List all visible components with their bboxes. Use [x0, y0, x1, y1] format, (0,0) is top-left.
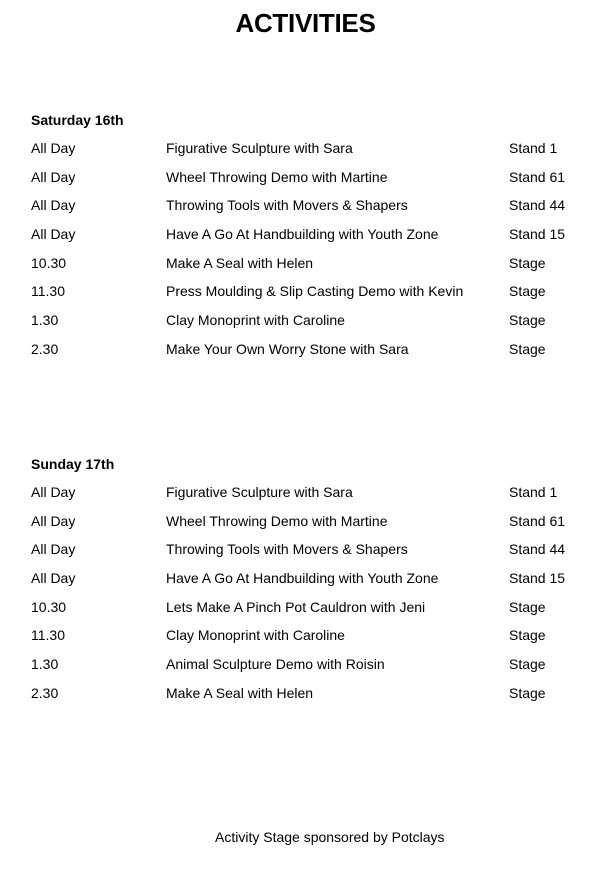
schedule-row: [31, 140, 591, 169]
schedule-row: [31, 484, 591, 513]
activity-time: All Day: [31, 226, 76, 243]
activity-time: 1.30: [31, 656, 59, 673]
activity-location: Stage: [509, 684, 546, 701]
activity-time: 1.30: [31, 312, 59, 329]
day-heading: Sunday 17th: [31, 456, 115, 472]
activity-location: Stand 61: [509, 168, 566, 185]
activity-title: Throwing Tools with Movers & Shapers: [166, 541, 408, 558]
activity-time: 10.30: [31, 254, 67, 271]
activity-location: Stage: [509, 627, 546, 644]
activity-location: Stage: [509, 598, 546, 615]
activity-location: Stand 1: [509, 484, 558, 500]
activity-title: Figurative Sculpture with Sara: [166, 140, 353, 156]
activity-title: Clay Monoprint with Caroline: [166, 312, 345, 329]
activity-location: Stand 44: [509, 541, 566, 558]
day-section-saturday: [31, 113, 591, 370]
schedule-row: [31, 169, 591, 198]
activity-title: Lets Make A Pinch Pot Cauldron with Jeni: [166, 598, 426, 615]
activity-title: Have A Go At Handbuilding with Youth Zone: [166, 570, 439, 587]
activity-time: All Day: [31, 140, 76, 156]
activity-location: Stand 15: [509, 570, 566, 587]
activity-time: All Day: [31, 168, 76, 185]
activity-time: All Day: [31, 512, 76, 529]
schedule-row: [31, 283, 591, 312]
schedule-row: [31, 685, 591, 714]
activity-title: Make Your Own Worry Stone with Sara: [166, 340, 409, 357]
page-title: ACTIVITIES: [235, 8, 376, 38]
activity-title: Make A Seal with Helen: [166, 254, 314, 271]
activity-time: 10.30: [31, 598, 67, 615]
schedule-row: [31, 627, 591, 656]
activity-location: Stage: [509, 283, 546, 300]
activity-title: Have A Go At Handbuilding with Youth Zone: [166, 226, 439, 243]
schedule-row: [31, 341, 591, 370]
activity-title: Figurative Sculpture with Sara: [166, 484, 353, 500]
schedule-list: [31, 484, 591, 714]
schedule-row: [31, 226, 591, 255]
day-section-sunday: [31, 457, 591, 714]
activity-time: 2.30: [31, 684, 59, 701]
activity-location: Stand 1: [509, 140, 558, 156]
activity-time: 11.30: [31, 283, 65, 300]
schedule-row: [31, 599, 591, 628]
activity-location: Stand 15: [509, 226, 566, 243]
activity-title: Animal Sculpture Demo with Roisin: [166, 656, 385, 673]
activity-location: Stand 61: [509, 512, 566, 529]
activity-title: Press Moulding & Slip Casting Demo with Kevin: [166, 283, 464, 300]
activity-title: Make A Seal with Helen: [166, 684, 314, 701]
sponsor-footer: Activity Stage sponsored by Potclays: [215, 829, 445, 845]
schedule-row: [31, 197, 591, 226]
schedule-row: [31, 656, 591, 685]
activity-time: All Day: [31, 197, 76, 214]
activity-title: Throwing Tools with Movers & Shapers: [166, 197, 408, 214]
schedule-list: [31, 140, 591, 370]
activity-location: Stage: [509, 254, 546, 271]
activity-title: Wheel Throwing Demo with Martine: [166, 168, 388, 185]
activity-location: Stand 44: [509, 197, 566, 214]
activity-time: All Day: [31, 541, 76, 558]
activity-time: 11.30: [31, 627, 65, 644]
schedule-row: [31, 541, 591, 570]
schedule-row: [31, 513, 591, 542]
activity-location: Stage: [509, 656, 546, 673]
day-heading: Saturday 16th: [31, 112, 124, 128]
activity-title: Wheel Throwing Demo with Martine: [166, 512, 388, 529]
schedule-row: [31, 570, 591, 599]
activity-location: Stage: [509, 340, 546, 357]
activity-time: All Day: [31, 484, 76, 500]
activity-location: Stage: [509, 312, 546, 329]
activity-time: All Day: [31, 570, 76, 587]
schedule-row: [31, 312, 591, 341]
activity-time: 2.30: [31, 340, 59, 357]
schedule-row: [31, 255, 591, 284]
activity-title: Clay Monoprint with Caroline: [166, 627, 345, 644]
